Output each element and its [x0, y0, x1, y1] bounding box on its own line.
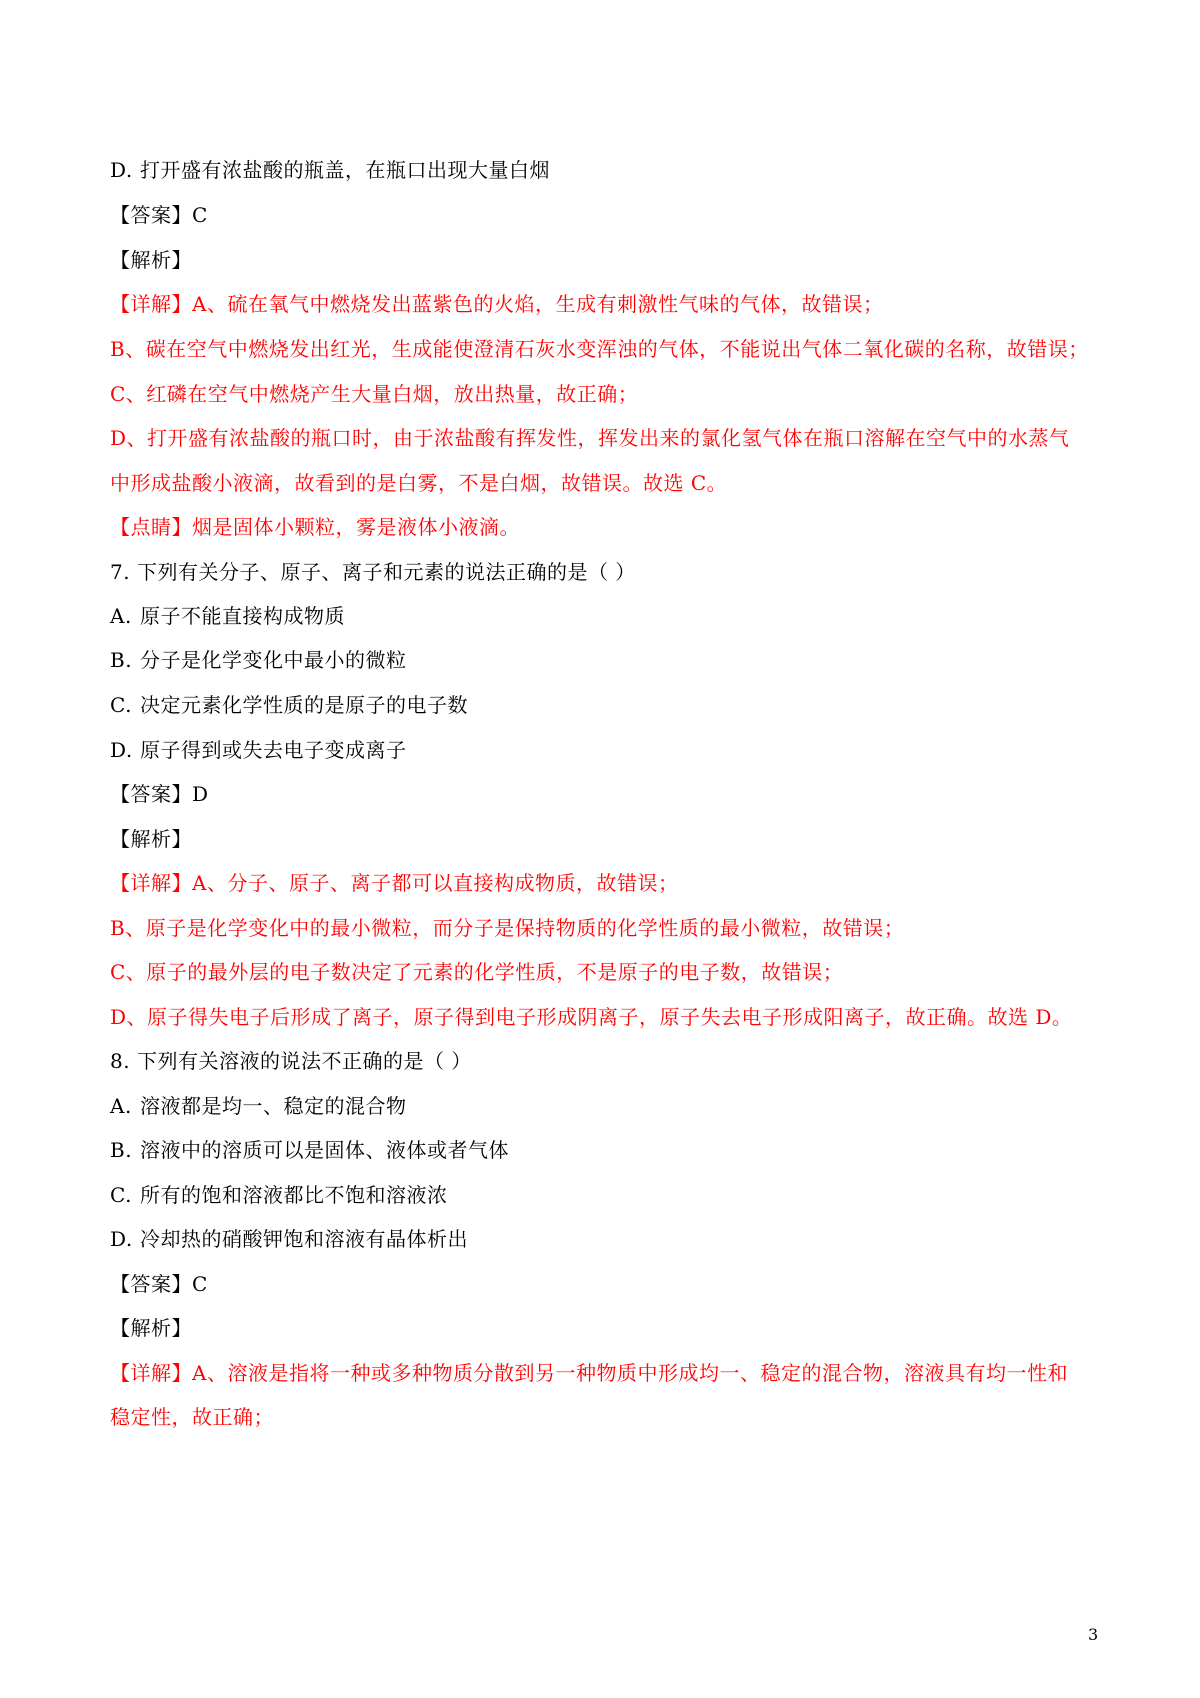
q7-answer: 【答案】D [110, 782, 209, 806]
option-text: 溶液中的溶质可以是固体、液体或者气体 [140, 1138, 509, 1162]
page-number: 3 [1088, 1625, 1099, 1644]
option-letter: A. [110, 604, 132, 628]
q6-detail-d-line1: D、打开盛有浓盐酸的瓶口时，由于浓盐酸有挥发性，挥发出来的氯化氢气体在瓶口溶解在空气中的水蒸气 [110, 426, 1070, 450]
option-text: 原子不能直接构成物质 [140, 604, 345, 628]
q7-detail-b: B、原子是化学变化中的最小微粒，而分子是保持物质的化学性质的最小微粒，故错误； [110, 916, 905, 940]
q7-detail-d: D、原子得失电子后形成了离子，原子得到电子形成阴离子，原子失去电子形成阳离子，故正确。故选 D。 [110, 1005, 1073, 1029]
q7-detail-c: C、原子的最外层的电子数决定了元素的化学性质，不是原子的电子数，故错误； [110, 960, 844, 984]
q8-option-c [110, 1181, 1120, 1209]
option-letter: D. [110, 1227, 133, 1251]
q7-option-a [110, 602, 1120, 630]
q6-detail-b: B、碳在空气中燃烧发出红光，生成能使澄清石灰水变浑浊的气体，不能说出气体二氧化碳的名称，故错误； [110, 337, 1089, 361]
q8-detail-a-line1: 【详解】A、溶液是指将一种或多种物质分散到另一种物质中形成均一、稳定的混合物，溶液具有均一性和 [110, 1361, 1068, 1385]
option-letter: D. [110, 158, 133, 182]
option-letter: C. [110, 1183, 132, 1207]
q8-option-b [110, 1136, 1120, 1164]
q6-detail-a: 【详解】A、硫在氧气中燃烧发出蓝紫色的火焰，生成有刺激性气味的气体，故错误； [110, 292, 884, 316]
q8-analysis-heading: 【解析】 [110, 1316, 192, 1340]
option-text: 打开盛有浓盐酸的瓶盖，在瓶口出现大量白烟 [140, 158, 550, 182]
option-letter: D. [110, 738, 133, 762]
option-letter: A. [110, 1094, 132, 1118]
q6-option-d [110, 156, 1120, 184]
q8-option-a [110, 1092, 1120, 1120]
q8-answer: 【答案】C [110, 1272, 208, 1296]
q7-option-d [110, 736, 1120, 764]
q7-stem: 7. 下列有关分子、原子、离子和元素的说法正确的是（ ） [110, 560, 636, 584]
q6-answer: 【答案】C [110, 203, 208, 227]
option-text: 分子是化学变化中最小的微粒 [140, 648, 407, 672]
option-letter: B. [110, 1138, 133, 1162]
q7-detail-a: 【详解】A、分子、原子、离子都可以直接构成物质，故错误； [110, 871, 679, 895]
option-text: 原子得到或失去电子变成离子 [140, 738, 407, 762]
q7-option-b [110, 646, 1120, 674]
q6-analysis-heading: 【解析】 [110, 248, 192, 272]
option-text: 决定元素化学性质的是原子的电子数 [140, 693, 468, 717]
q7-analysis-heading: 【解析】 [110, 827, 192, 851]
q8-option-d [110, 1225, 1120, 1253]
q6-detail-d-line2: 中形成盐酸小液滴，故看到的是白雾，不是白烟，故错误。故选 C。 [110, 471, 728, 495]
q7-option-c [110, 691, 1120, 719]
option-letter: B. [110, 648, 133, 672]
q6-tip: 【点睛】烟是固体小颗粒，雾是液体小液滴。 [110, 515, 520, 539]
option-text: 所有的饱和溶液都比不饱和溶液浓 [140, 1183, 448, 1207]
q6-detail-c: C、红磷在空气中燃烧产生大量白烟，放出热量，故正确； [110, 382, 639, 406]
q8-stem: 8. 下列有关溶液的说法不正确的是（ ） [110, 1049, 472, 1073]
option-text: 冷却热的硝酸钾饱和溶液有晶体析出 [140, 1227, 468, 1251]
option-letter: C. [110, 693, 132, 717]
option-text: 溶液都是均一、稳定的混合物 [140, 1094, 407, 1118]
q8-detail-a-line2: 稳定性，故正确； [110, 1405, 274, 1429]
